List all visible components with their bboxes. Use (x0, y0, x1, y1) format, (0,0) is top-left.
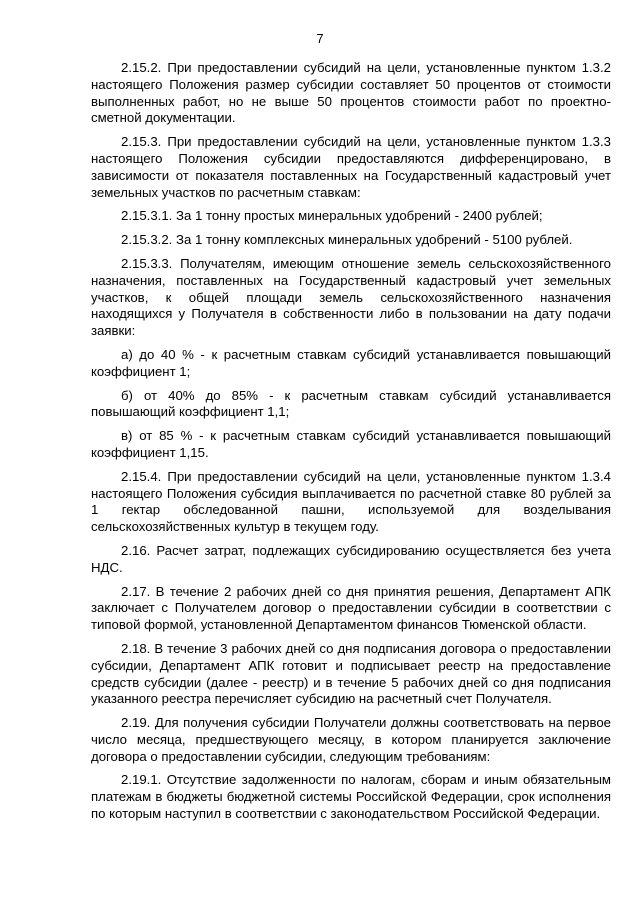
paragraph-2-15-3-1: 2.15.3.1. За 1 тонну простых минеральных удобрений - 2400 рублей; (121, 208, 543, 224)
paragraph-2-15-3-3: 2.15.3.3. Получателям, имеющим отношение земель сельскохозяйственного назначения, поставленных на Государственный кадастровый учет земельных участков, к общей площади земель сельскохозяйственного назначения находящихся у Получателя в собственности либо в пользовании на дату подачи заявки: (91, 255, 611, 339)
paragraph-2-15-3-2: 2.15.3.2. За 1 тонну комплексных минеральных удобрений - 5100 рублей. (121, 232, 573, 248)
paragraph-item-b: б) от 40% до 85% - к расчетным ставкам субсидий устанавливается повышающий коэффициент 1,1; (91, 387, 611, 420)
page-number: 7 (316, 31, 324, 46)
paragraph-2-18: 2.18. В течение 3 рабочих дней со дня подписания договора о предоставлении субсидии, Департамент АПК готовит и подписывает реестр на предоставление средств субсидии (далее - реестр) и в течение 5 рабочих дней со дня подписания указанного реестра перечисляет субсидию на расчетный счет Получателя. (91, 640, 611, 707)
paragraph-2-19-1: 2.19.1. Отсутствие задолженности по налогам, сборам и иным обязательным платежам в бюджеты бюджетной системы Российской Федерации, срок исполнения по которым наступил в соответствии с законодательством Российской Федерации. (91, 772, 611, 822)
paragraph-2-15-3: 2.15.3. При предоставлении субсидий на цели, установленные пунктом 1.3.3 настоящего Положения субсидии предоставляются дифференцировано, в зависимости от показателя поставленных на Государственный кадастровый учет земельных участков по расчетным ставкам: (91, 134, 611, 200)
paragraph-item-a: а) до 40 % - к расчетным ставкам субсидий устанавливается повышающий коэффициент 1; (91, 346, 611, 379)
paragraph-item-v: в) от 85 % - к расчетным ставкам субсидий устанавливается повышающий коэффициент 1,15. (91, 428, 611, 460)
document-body (91, 60, 611, 830)
paragraph-2-17: 2.17. В течение 2 рабочих дней со дня принятия решения, Департамент АПК заключает с Получателем договор о предоставлении субсидии в соответствии с типовой формой, установленной Департаментом финансов Тюменской области. (91, 583, 611, 633)
paragraph-2-15-2: 2.15.2. При предоставлении субсидий на цели, установленные пунктом 1.3.2 настоящего Положения размер субсидии составляет 50 процентов от стоимости выполненных работ, но не выше 50 процентов стоимости работ по проектно-сметной документации. (91, 60, 611, 126)
paragraph-2-16: 2.16. Расчет затрат, подлежащих субсидированию осуществляется без учета НДС. (91, 542, 611, 575)
paragraph-2-19: 2.19. Для получения субсидии Получатели должны соответствовать на первое число месяца, предшествующего месяцу, в котором планируется заключение договора о предоставлении субсидии, следующим требованиям: (91, 715, 611, 764)
paragraph-2-15-4: 2.15.4. При предоставлении субсидий на цели, установленные пунктом 1.3.4 настоящего Положения субсидия выплачивается по расчетной ставке 80 рублей за 1 гектар обследованной пашни, используемой для возделывания сельскохозяйственных культур в текущем году. (91, 468, 611, 535)
